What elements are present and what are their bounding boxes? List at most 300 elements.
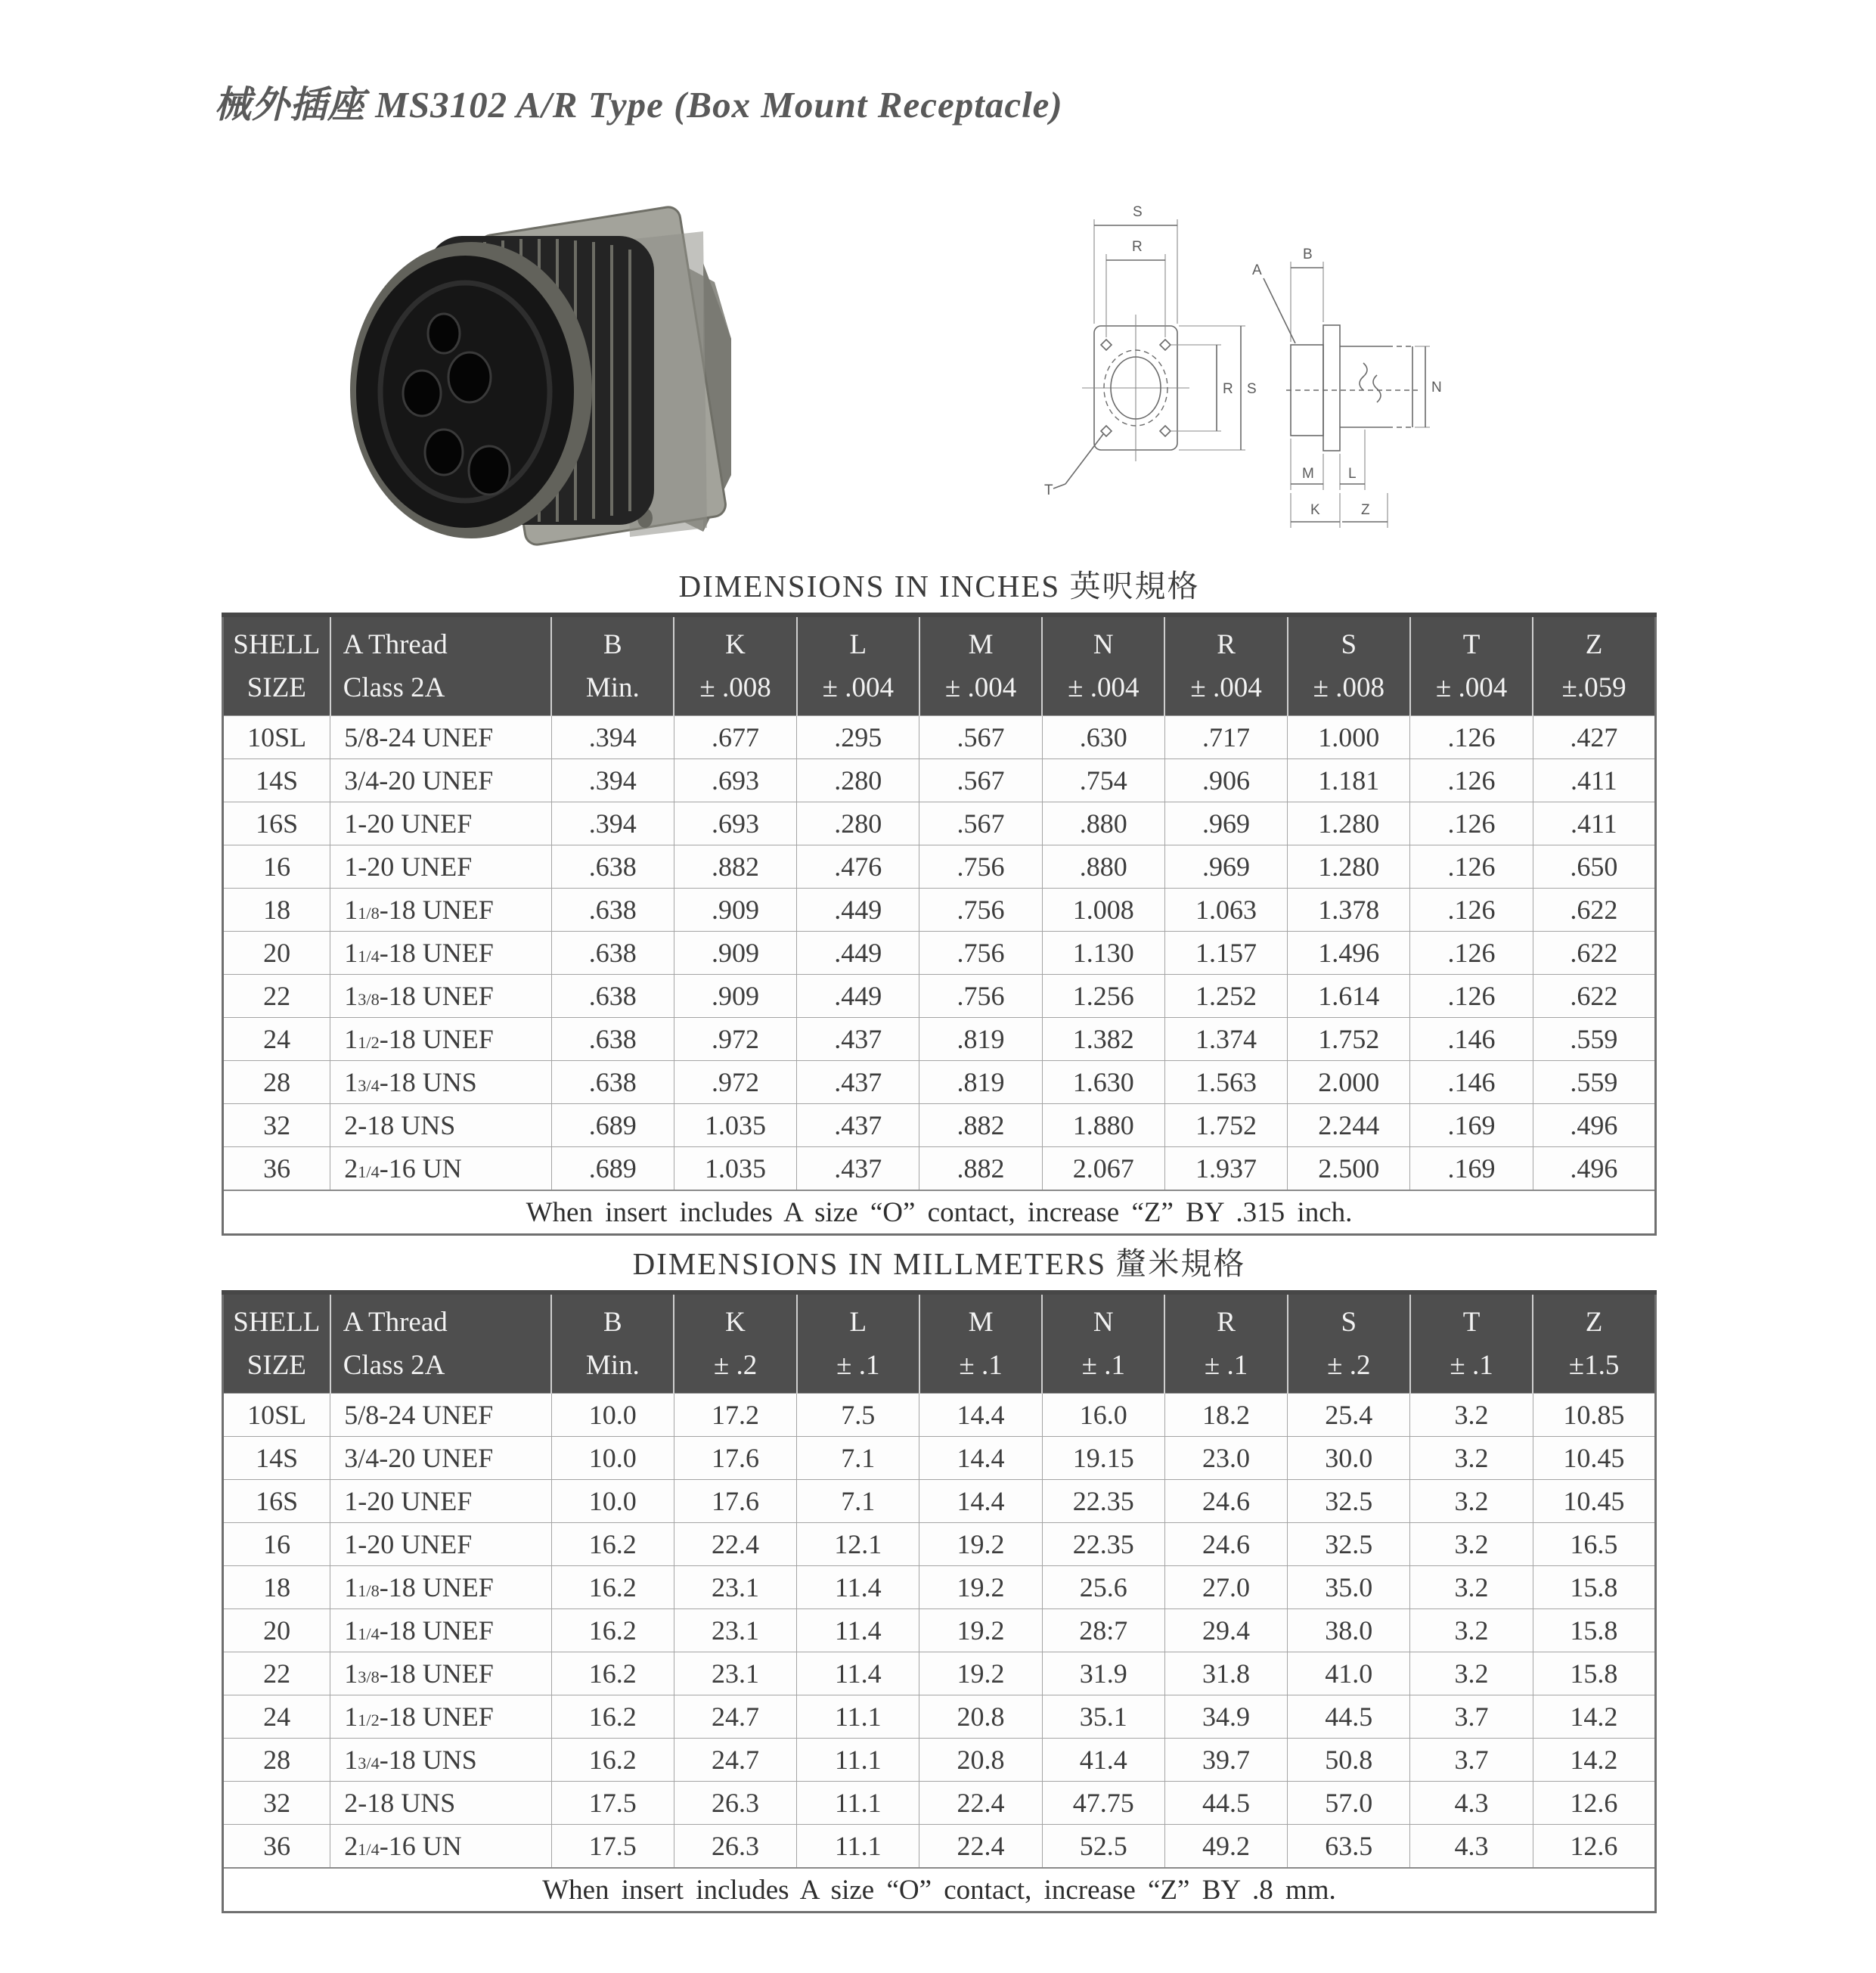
thread-cell: 11/8-18 UNEF <box>330 889 551 932</box>
value-cell: .126 <box>1410 802 1533 845</box>
thread-cell: 11/2-18 UNEF <box>330 1018 551 1061</box>
value-cell: 1.752 <box>1288 1018 1410 1061</box>
value-cell: 1.378 <box>1288 889 1410 932</box>
value-cell: 1.035 <box>674 1147 796 1191</box>
value-cell: 11.1 <box>797 1825 919 1869</box>
value-cell: .394 <box>551 802 674 845</box>
inches-table-caption: DIMENSIONS IN INCHES 英呎規格 <box>678 569 1200 603</box>
mm-table-foot <box>223 1868 1656 1913</box>
value-cell: 10.0 <box>551 1480 674 1523</box>
shell-size-cell: 20 <box>223 1609 330 1652</box>
value-cell: .394 <box>551 716 674 759</box>
value-cell: .906 <box>1164 759 1287 802</box>
shell-size-cell: 32 <box>223 1104 330 1147</box>
value-cell: .882 <box>919 1147 1042 1191</box>
table-row <box>223 1394 1656 1437</box>
table-row <box>223 1825 1656 1869</box>
header-cell: T <box>1410 615 1533 666</box>
header-cell: Class 2A <box>330 666 551 716</box>
value-cell: 22.4 <box>674 1523 796 1566</box>
thread-cell: 5/8-24 UNEF <box>330 716 551 759</box>
value-cell: .756 <box>919 889 1042 932</box>
value-cell: .622 <box>1533 932 1655 975</box>
value-cell: .638 <box>551 975 674 1018</box>
value-cell: 35.1 <box>1042 1695 1164 1739</box>
value-cell: 14.4 <box>919 1394 1042 1437</box>
shell-size-cell: 14S <box>223 759 330 802</box>
value-cell: .437 <box>797 1061 919 1104</box>
value-cell: 38.0 <box>1288 1609 1410 1652</box>
header-row-tolerances <box>223 666 1656 716</box>
value-cell: 1.752 <box>1164 1104 1287 1147</box>
header-cell: B <box>551 615 674 666</box>
value-cell: 27.0 <box>1164 1566 1287 1609</box>
value-cell: 16.2 <box>551 1566 674 1609</box>
value-cell: 14.2 <box>1533 1695 1655 1739</box>
dim-label-k: K <box>1310 502 1320 518</box>
table-row <box>223 716 1656 759</box>
header-cell: ± .008 <box>1288 666 1410 716</box>
table-row <box>223 1523 1656 1566</box>
header-cell: K <box>674 1292 796 1344</box>
header-cell: Z <box>1533 1292 1655 1344</box>
value-cell: .411 <box>1533 759 1655 802</box>
value-cell: .754 <box>1042 759 1164 802</box>
value-cell: 44.5 <box>1164 1782 1287 1825</box>
value-cell: 1.880 <box>1042 1104 1164 1147</box>
value-cell: 3.2 <box>1410 1523 1533 1566</box>
header-cell: Class 2A <box>330 1344 551 1394</box>
value-cell: .689 <box>551 1147 674 1191</box>
value-cell: 7.1 <box>797 1437 919 1480</box>
thread-cell: 11/8-18 UNEF <box>330 1566 551 1609</box>
value-cell: 10.0 <box>551 1394 674 1437</box>
header-cell: N <box>1042 1292 1164 1344</box>
value-cell: .437 <box>797 1147 919 1191</box>
value-cell: .126 <box>1410 975 1533 1018</box>
value-cell: .638 <box>551 1061 674 1104</box>
table-row <box>223 1566 1656 1609</box>
header-cell: ±1.5 <box>1533 1344 1655 1394</box>
value-cell: 23.1 <box>674 1609 796 1652</box>
value-cell: 1.252 <box>1164 975 1287 1018</box>
value-cell: 3.2 <box>1410 1652 1533 1695</box>
value-cell: 19.2 <box>919 1566 1042 1609</box>
footnote-row <box>223 1190 1656 1235</box>
value-cell: 14.4 <box>919 1437 1042 1480</box>
header-cell: ± .004 <box>1410 666 1533 716</box>
value-cell: 1.937 <box>1164 1147 1287 1191</box>
value-cell: 11.4 <box>797 1652 919 1695</box>
table-row <box>223 1480 1656 1523</box>
value-cell: 11.1 <box>797 1739 919 1782</box>
value-cell: 28:7 <box>1042 1609 1164 1652</box>
value-cell: .567 <box>919 759 1042 802</box>
value-cell: .693 <box>674 759 796 802</box>
header-cell: ± .1 <box>1164 1344 1287 1394</box>
value-cell: .449 <box>797 975 919 1018</box>
value-cell: .496 <box>1533 1104 1655 1147</box>
value-cell: 50.8 <box>1288 1739 1410 1782</box>
thread-cell: 1-20 UNEF <box>330 1480 551 1523</box>
value-cell: 12.6 <box>1533 1825 1655 1869</box>
value-cell: 31.9 <box>1042 1652 1164 1695</box>
value-cell: 3.2 <box>1410 1394 1533 1437</box>
header-cell: S <box>1288 615 1410 666</box>
header-cell: M <box>919 1292 1042 1344</box>
value-cell: .449 <box>797 889 919 932</box>
value-cell: .689 <box>551 1104 674 1147</box>
dim-label-s-top: S <box>1133 204 1143 220</box>
value-cell: .972 <box>674 1018 796 1061</box>
table-row <box>223 1437 1656 1480</box>
value-cell: 20.8 <box>919 1695 1042 1739</box>
header-row-labels <box>223 1292 1656 1344</box>
value-cell: .169 <box>1410 1147 1533 1191</box>
value-cell: 23.1 <box>674 1652 796 1695</box>
header-cell: R <box>1164 1292 1287 1344</box>
value-cell: 29.4 <box>1164 1609 1287 1652</box>
header-cell: SHELL <box>223 1292 330 1344</box>
value-cell: .411 <box>1533 802 1655 845</box>
value-cell: 16.2 <box>551 1609 674 1652</box>
thread-cell: 11/2-18 UNEF <box>330 1695 551 1739</box>
value-cell: 3.2 <box>1410 1609 1533 1652</box>
value-cell: .638 <box>551 1018 674 1061</box>
inches-footnote: When insert includes A size “O” contact, increase “Z” BY .315 inch. <box>223 1190 1656 1235</box>
header-cell: L <box>797 1292 919 1344</box>
shell-size-cell: 28 <box>223 1739 330 1782</box>
value-cell: 49.2 <box>1164 1825 1287 1869</box>
table-row <box>223 889 1656 932</box>
value-cell: 3.2 <box>1410 1566 1533 1609</box>
shell-size-cell: 16 <box>223 845 330 889</box>
value-cell: 23.0 <box>1164 1437 1287 1480</box>
table-row <box>223 759 1656 802</box>
value-cell: .693 <box>674 802 796 845</box>
shell-size-cell: 20 <box>223 932 330 975</box>
value-cell: 1.280 <box>1288 802 1410 845</box>
value-cell: 1.630 <box>1042 1061 1164 1104</box>
inches-table-foot <box>223 1190 1656 1235</box>
value-cell: .295 <box>797 716 919 759</box>
mm-table <box>222 1290 1657 1913</box>
value-cell: 20.8 <box>919 1739 1042 1782</box>
value-cell: 1.000 <box>1288 716 1410 759</box>
header-cell: L <box>797 615 919 666</box>
value-cell: 47.75 <box>1042 1782 1164 1825</box>
table-row <box>223 1782 1656 1825</box>
shell-size-cell: 14S <box>223 1437 330 1480</box>
value-cell: .559 <box>1533 1018 1655 1061</box>
value-cell: 35.0 <box>1288 1566 1410 1609</box>
value-cell: 1.181 <box>1288 759 1410 802</box>
value-cell: 1.614 <box>1288 975 1410 1018</box>
value-cell: 15.8 <box>1533 1609 1655 1652</box>
value-cell: 32.5 <box>1288 1480 1410 1523</box>
thread-cell: 1-20 UNEF <box>330 845 551 889</box>
value-cell: .650 <box>1533 845 1655 889</box>
value-cell: 25.6 <box>1042 1566 1164 1609</box>
shell-size-cell: 36 <box>223 1825 330 1869</box>
thread-cell: 13/8-18 UNEF <box>330 1652 551 1695</box>
value-cell: .756 <box>919 975 1042 1018</box>
value-cell: 1.157 <box>1164 932 1287 975</box>
value-cell: 15.8 <box>1533 1566 1655 1609</box>
thread-cell: 11/4-18 UNEF <box>330 932 551 975</box>
shell-size-cell: 16S <box>223 1480 330 1523</box>
mm-table-section <box>222 1239 1657 1913</box>
value-cell: .126 <box>1410 716 1533 759</box>
mm-table-body <box>223 1394 1656 1869</box>
shell-size-cell: 10SL <box>223 1394 330 1437</box>
value-cell: 63.5 <box>1288 1825 1410 1869</box>
thread-cell: 1-20 UNEF <box>330 1523 551 1566</box>
value-cell: .882 <box>674 845 796 889</box>
shell-size-cell: 24 <box>223 1695 330 1739</box>
value-cell: .280 <box>797 759 919 802</box>
header-cell: B <box>551 1292 674 1344</box>
shell-size-cell: 16 <box>223 1523 330 1566</box>
header-cell: S <box>1288 1292 1410 1344</box>
header-cell: ± .1 <box>1410 1344 1533 1394</box>
value-cell: .969 <box>1164 802 1287 845</box>
value-cell: .496 <box>1533 1147 1655 1191</box>
header-cell: Min. <box>551 666 674 716</box>
value-cell: .427 <box>1533 716 1655 759</box>
value-cell: 32.5 <box>1288 1523 1410 1566</box>
inches-table-body <box>223 716 1656 1191</box>
value-cell: .449 <box>797 932 919 975</box>
value-cell: 25.4 <box>1288 1394 1410 1437</box>
value-cell: 16.2 <box>551 1695 674 1739</box>
inches-table <box>222 613 1657 1236</box>
value-cell: .622 <box>1533 975 1655 1018</box>
thread-cell: 5/8-24 UNEF <box>330 1394 551 1437</box>
header-cell: SHELL <box>223 615 330 666</box>
value-cell: 3.2 <box>1410 1437 1533 1480</box>
value-cell: 2.000 <box>1288 1061 1410 1104</box>
value-cell: 3.2 <box>1410 1480 1533 1523</box>
thread-cell: 3/4-20 UNEF <box>330 1437 551 1480</box>
value-cell: 12.6 <box>1533 1782 1655 1825</box>
value-cell: 44.5 <box>1288 1695 1410 1739</box>
header-cell: K <box>674 615 796 666</box>
header-cell: M <box>919 615 1042 666</box>
header-cell: ± .1 <box>1042 1344 1164 1394</box>
value-cell: 30.0 <box>1288 1437 1410 1480</box>
value-cell: 2.500 <box>1288 1147 1410 1191</box>
value-cell: .909 <box>674 975 796 1018</box>
value-cell: 24.7 <box>674 1695 796 1739</box>
value-cell: 16.2 <box>551 1652 674 1695</box>
value-cell: 2.244 <box>1288 1104 1410 1147</box>
value-cell: 34.9 <box>1164 1695 1287 1739</box>
value-cell: .880 <box>1042 845 1164 889</box>
value-cell: .567 <box>919 716 1042 759</box>
value-cell: .756 <box>919 932 1042 975</box>
value-cell: 17.6 <box>674 1437 796 1480</box>
header-cell: SIZE <box>223 666 330 716</box>
value-cell: 7.5 <box>797 1394 919 1437</box>
value-cell: .677 <box>674 716 796 759</box>
value-cell: 19.2 <box>919 1523 1042 1566</box>
header-cell: ± .1 <box>919 1344 1042 1394</box>
header-cell: A Thread <box>330 1292 551 1344</box>
thread-cell: 1-20 UNEF <box>330 802 551 845</box>
dim-label-a: A <box>1252 262 1262 278</box>
mm-table-caption: DIMENSIONS IN MILLMETERS 釐米規格 <box>632 1246 1246 1281</box>
dim-label-r-top: R <box>1132 239 1143 255</box>
value-cell: .909 <box>674 889 796 932</box>
value-cell: .146 <box>1410 1018 1533 1061</box>
value-cell: 4.3 <box>1410 1825 1533 1869</box>
value-cell: .126 <box>1410 759 1533 802</box>
value-cell: 23.1 <box>674 1566 796 1609</box>
shell-size-cell: 10SL <box>223 716 330 759</box>
header-cell: ±.059 <box>1533 666 1655 716</box>
value-cell: 1.256 <box>1042 975 1164 1018</box>
value-cell: .126 <box>1410 889 1533 932</box>
value-cell: 11.1 <box>797 1782 919 1825</box>
value-cell: 31.8 <box>1164 1652 1287 1695</box>
inches-table-header <box>223 615 1656 716</box>
value-cell: .756 <box>919 845 1042 889</box>
value-cell: 19.2 <box>919 1609 1042 1652</box>
connector-photo <box>314 150 752 597</box>
value-cell: .394 <box>551 759 674 802</box>
thread-cell: 21/4-16 UN <box>330 1825 551 1869</box>
thread-cell: 2-18 UNS <box>330 1782 551 1825</box>
dim-label-t: T <box>1044 482 1053 498</box>
value-cell: 1.382 <box>1042 1018 1164 1061</box>
table-row <box>223 845 1656 889</box>
shell-size-cell: 32 <box>223 1782 330 1825</box>
value-cell: .819 <box>919 1018 1042 1061</box>
table-row <box>223 1061 1656 1104</box>
dim-label-l: L <box>1348 466 1357 482</box>
table-row <box>223 1652 1656 1695</box>
value-cell: .819 <box>919 1061 1042 1104</box>
value-cell: 11.1 <box>797 1695 919 1739</box>
value-cell: 16.0 <box>1042 1394 1164 1437</box>
value-cell: 24.6 <box>1164 1480 1287 1523</box>
header-cell: ± .1 <box>797 1344 919 1394</box>
shell-size-cell: 24 <box>223 1018 330 1061</box>
thread-cell: 3/4-20 UNEF <box>330 759 551 802</box>
value-cell: .638 <box>551 889 674 932</box>
mm-footnote: When insert includes A size “O” contact, increase “Z” BY .8 mm. <box>223 1868 1656 1913</box>
header-cell: T <box>1410 1292 1533 1344</box>
value-cell: 24.6 <box>1164 1523 1287 1566</box>
header-cell: ± .008 <box>674 666 796 716</box>
thread-cell: 21/4-16 UN <box>330 1147 551 1191</box>
value-cell: .638 <box>551 932 674 975</box>
dim-label-z: Z <box>1361 502 1370 518</box>
value-cell: 22.35 <box>1042 1523 1164 1566</box>
value-cell: 17.2 <box>674 1394 796 1437</box>
shell-size-cell: 28 <box>223 1061 330 1104</box>
value-cell: 11.4 <box>797 1609 919 1652</box>
table-row <box>223 1104 1656 1147</box>
value-cell: 17.5 <box>551 1825 674 1869</box>
value-cell: .882 <box>919 1104 1042 1147</box>
value-cell: 14.4 <box>919 1480 1042 1523</box>
header-row-labels <box>223 615 1656 666</box>
value-cell: .717 <box>1164 716 1287 759</box>
dimension-drawings <box>1040 172 1607 554</box>
mm-table-header <box>223 1292 1656 1394</box>
value-cell: 26.3 <box>674 1825 796 1869</box>
header-cell: Min. <box>551 1344 674 1394</box>
table-row <box>223 802 1656 845</box>
value-cell: .969 <box>1164 845 1287 889</box>
value-cell: .126 <box>1410 932 1533 975</box>
value-cell: 1.008 <box>1042 889 1164 932</box>
header-row-tolerances <box>223 1344 1656 1394</box>
header-cell: ± .004 <box>1164 666 1287 716</box>
value-cell: 3.7 <box>1410 1695 1533 1739</box>
header-cell: R <box>1164 615 1287 666</box>
thread-cell: 13/8-18 UNEF <box>330 975 551 1018</box>
value-cell: 17.6 <box>674 1480 796 1523</box>
value-cell: .880 <box>1042 802 1164 845</box>
table-row <box>223 932 1656 975</box>
value-cell: 2.067 <box>1042 1147 1164 1191</box>
value-cell: .622 <box>1533 889 1655 932</box>
table-row <box>223 1609 1656 1652</box>
value-cell: 19.2 <box>919 1652 1042 1695</box>
value-cell: 1.130 <box>1042 932 1164 975</box>
dim-label-b: B <box>1303 247 1313 262</box>
value-cell: 1.063 <box>1164 889 1287 932</box>
value-cell: .146 <box>1410 1061 1533 1104</box>
header-cell: SIZE <box>223 1344 330 1394</box>
side-view-drawing <box>1252 247 1442 528</box>
thread-cell: 2-18 UNS <box>330 1104 551 1147</box>
shell-size-cell: 16S <box>223 802 330 845</box>
value-cell: 14.2 <box>1533 1739 1655 1782</box>
value-cell: 57.0 <box>1288 1782 1410 1825</box>
value-cell: .169 <box>1410 1104 1533 1147</box>
value-cell: 4.3 <box>1410 1782 1533 1825</box>
value-cell: 1.280 <box>1288 845 1410 889</box>
value-cell: 1.374 <box>1164 1018 1287 1061</box>
page-title: 械外插座 MS3102 A/R Type (Box Mount Receptacle) <box>214 84 1063 126</box>
value-cell: 7.1 <box>797 1480 919 1523</box>
value-cell: .126 <box>1410 845 1533 889</box>
front-view-drawing <box>1044 204 1257 498</box>
value-cell: 10.85 <box>1533 1394 1655 1437</box>
value-cell: 16.5 <box>1533 1523 1655 1566</box>
value-cell: 15.8 <box>1533 1652 1655 1695</box>
value-cell: .437 <box>797 1104 919 1147</box>
value-cell: 10.45 <box>1533 1437 1655 1480</box>
value-cell: 16.2 <box>551 1523 674 1566</box>
value-cell: 22.35 <box>1042 1480 1164 1523</box>
value-cell: .638 <box>551 845 674 889</box>
value-cell: .567 <box>919 802 1042 845</box>
table-row <box>223 1018 1656 1061</box>
value-cell: 22.4 <box>919 1825 1042 1869</box>
dim-label-m: M <box>1302 466 1314 482</box>
value-cell: 3.7 <box>1410 1739 1533 1782</box>
thread-cell: 13/4-18 UNS <box>330 1061 551 1104</box>
header-cell: ± .2 <box>1288 1344 1410 1394</box>
dim-label-n: N <box>1431 380 1442 396</box>
footnote-row <box>223 1868 1656 1913</box>
header-cell: ± .004 <box>919 666 1042 716</box>
